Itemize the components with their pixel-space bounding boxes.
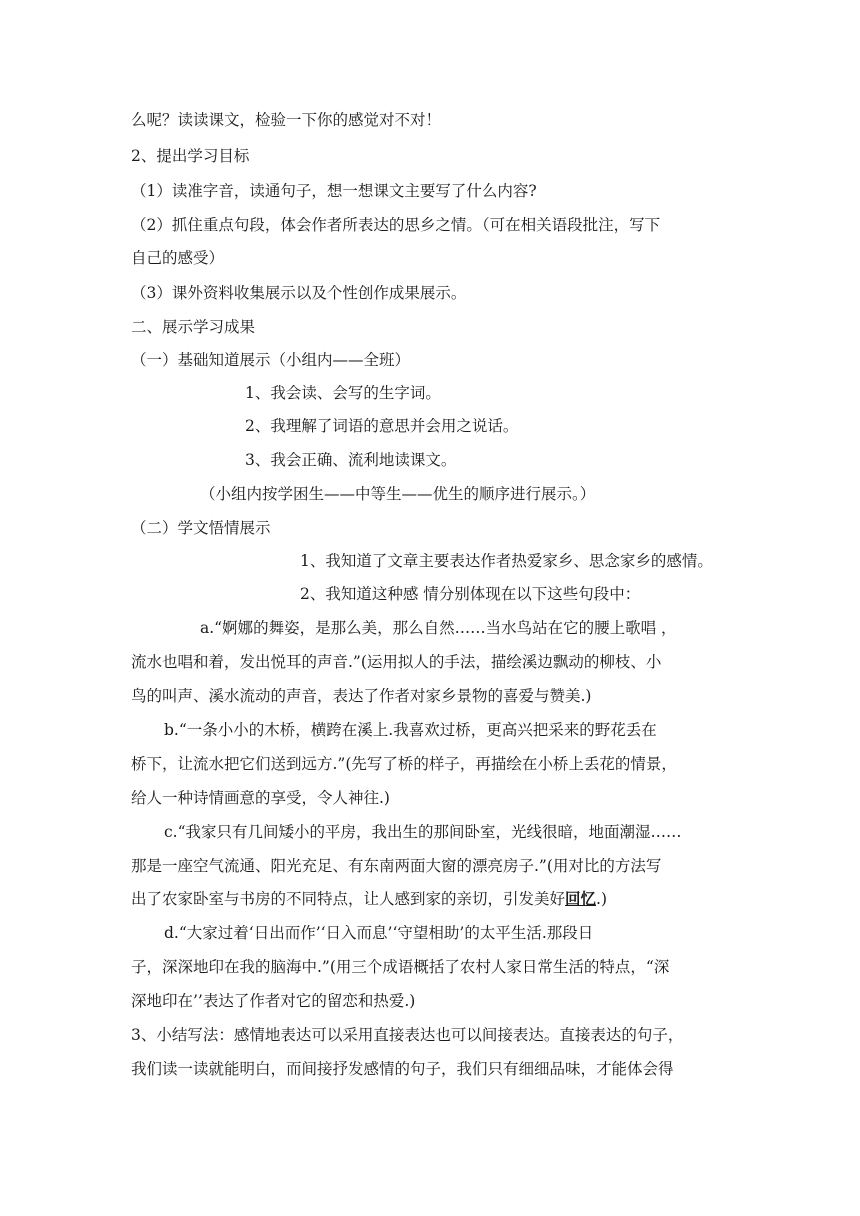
list-item: 1、我会读、会写的生字词。 — [245, 384, 441, 402]
section-heading: 二、展示学习成果 — [131, 318, 256, 336]
list-item: 2、我知道这种感 情分别体现在以下这些句段中： — [300, 585, 641, 603]
subsection-heading: （二）学文悟情展示 — [131, 519, 271, 537]
text-line: （小组内按学困生——中等生——优生的顺序进行展示。） — [200, 485, 596, 503]
text-line: 深地印在’’表达了作者对它的留恋和热爱.) — [131, 992, 416, 1010]
text-line: 桥下，让流水把它们送到远方.”(先写了桥的样子，再描绘在小桥上丢花的情景， — [131, 755, 677, 773]
text-line: 给人一种诗情画意的享受，令人神往.) — [131, 789, 390, 807]
text-segment: 出了农家卧室与书房的不同特点，让人感到家的亲切，引发美好 — [131, 890, 566, 908]
text-line — [131, 889, 607, 909]
text-line: （2）抓住重点句段，体会作者所表达的思乡之情。（可在相关语段批注，写下 — [131, 216, 661, 234]
subsection-heading: （一）基础知道展示（小组内——全班） — [131, 351, 411, 369]
text-line: 2、提出学习目标 — [131, 147, 250, 165]
text-line: 3、小结写法：感情地表达可以采用直接表达也可以间接表达。直接表达的句子， — [131, 1026, 684, 1044]
list-item: 1、我知道了文章主要表达作者热爱家乡、思念家乡的感情。 — [300, 552, 713, 570]
text-line: 自己的感受） — [131, 249, 225, 267]
text-line: （1）读准字音，读通句子，想一想课文主要写了什么内容? — [131, 182, 537, 200]
text-line: 子，深深地印在我的脑海中.”(用三个成语概括了农村人家日常生活的特点，“深 — [131, 958, 670, 976]
list-item: 2、我理解了词语的意思并会用之说话。 — [245, 417, 519, 435]
text-line: （3）课外资料收集展示以及个性创作成果展示。 — [131, 284, 467, 302]
underlined-word: 回忆 — [565, 889, 597, 908]
text-segment: .) — [596, 890, 608, 908]
text-line: a.“婀娜的舞姿，是那么美，那么自然……当水鸟站在它的腰上歌唱 ， — [200, 619, 677, 637]
text-line: 鸟的叫声、溪水流动的声音，表达了作者对家乡景物的喜爱与赞美.) — [131, 687, 592, 705]
text-line: 流水也唱和着，发出悦耳的声音.”(运用拟人的手法，描绘溪边飘动的柳枝、小 — [131, 653, 662, 671]
list-item: 3、我会正确、流利地读课文。 — [245, 451, 457, 469]
text-line: c.“我家只有几间矮小的平房，我出生的那间卧室，光线很暗，地面潮湿…… — [164, 823, 682, 841]
text-line: d.“大家过着‘日出而作’‘日入而息’‘守望相助’的太平生活.那段日 — [164, 924, 594, 942]
text-line: 么呢？读读课文，检验一下你的感觉对不对！ — [131, 111, 442, 129]
text-line: 我们读一读就能明白，而间接抒发感情的句子，我们只有细细品味，才能体会得 — [131, 1060, 674, 1078]
text-line: b.“一条小小的木桥，横跨在溪上.我喜欢过桥，更高兴把采来的野花丢在 — [164, 721, 657, 739]
text-line: 那是一座空气流通、阳光充足、有东南两面大窗的漂亮房子.”(用对比的方法写 — [131, 857, 662, 875]
